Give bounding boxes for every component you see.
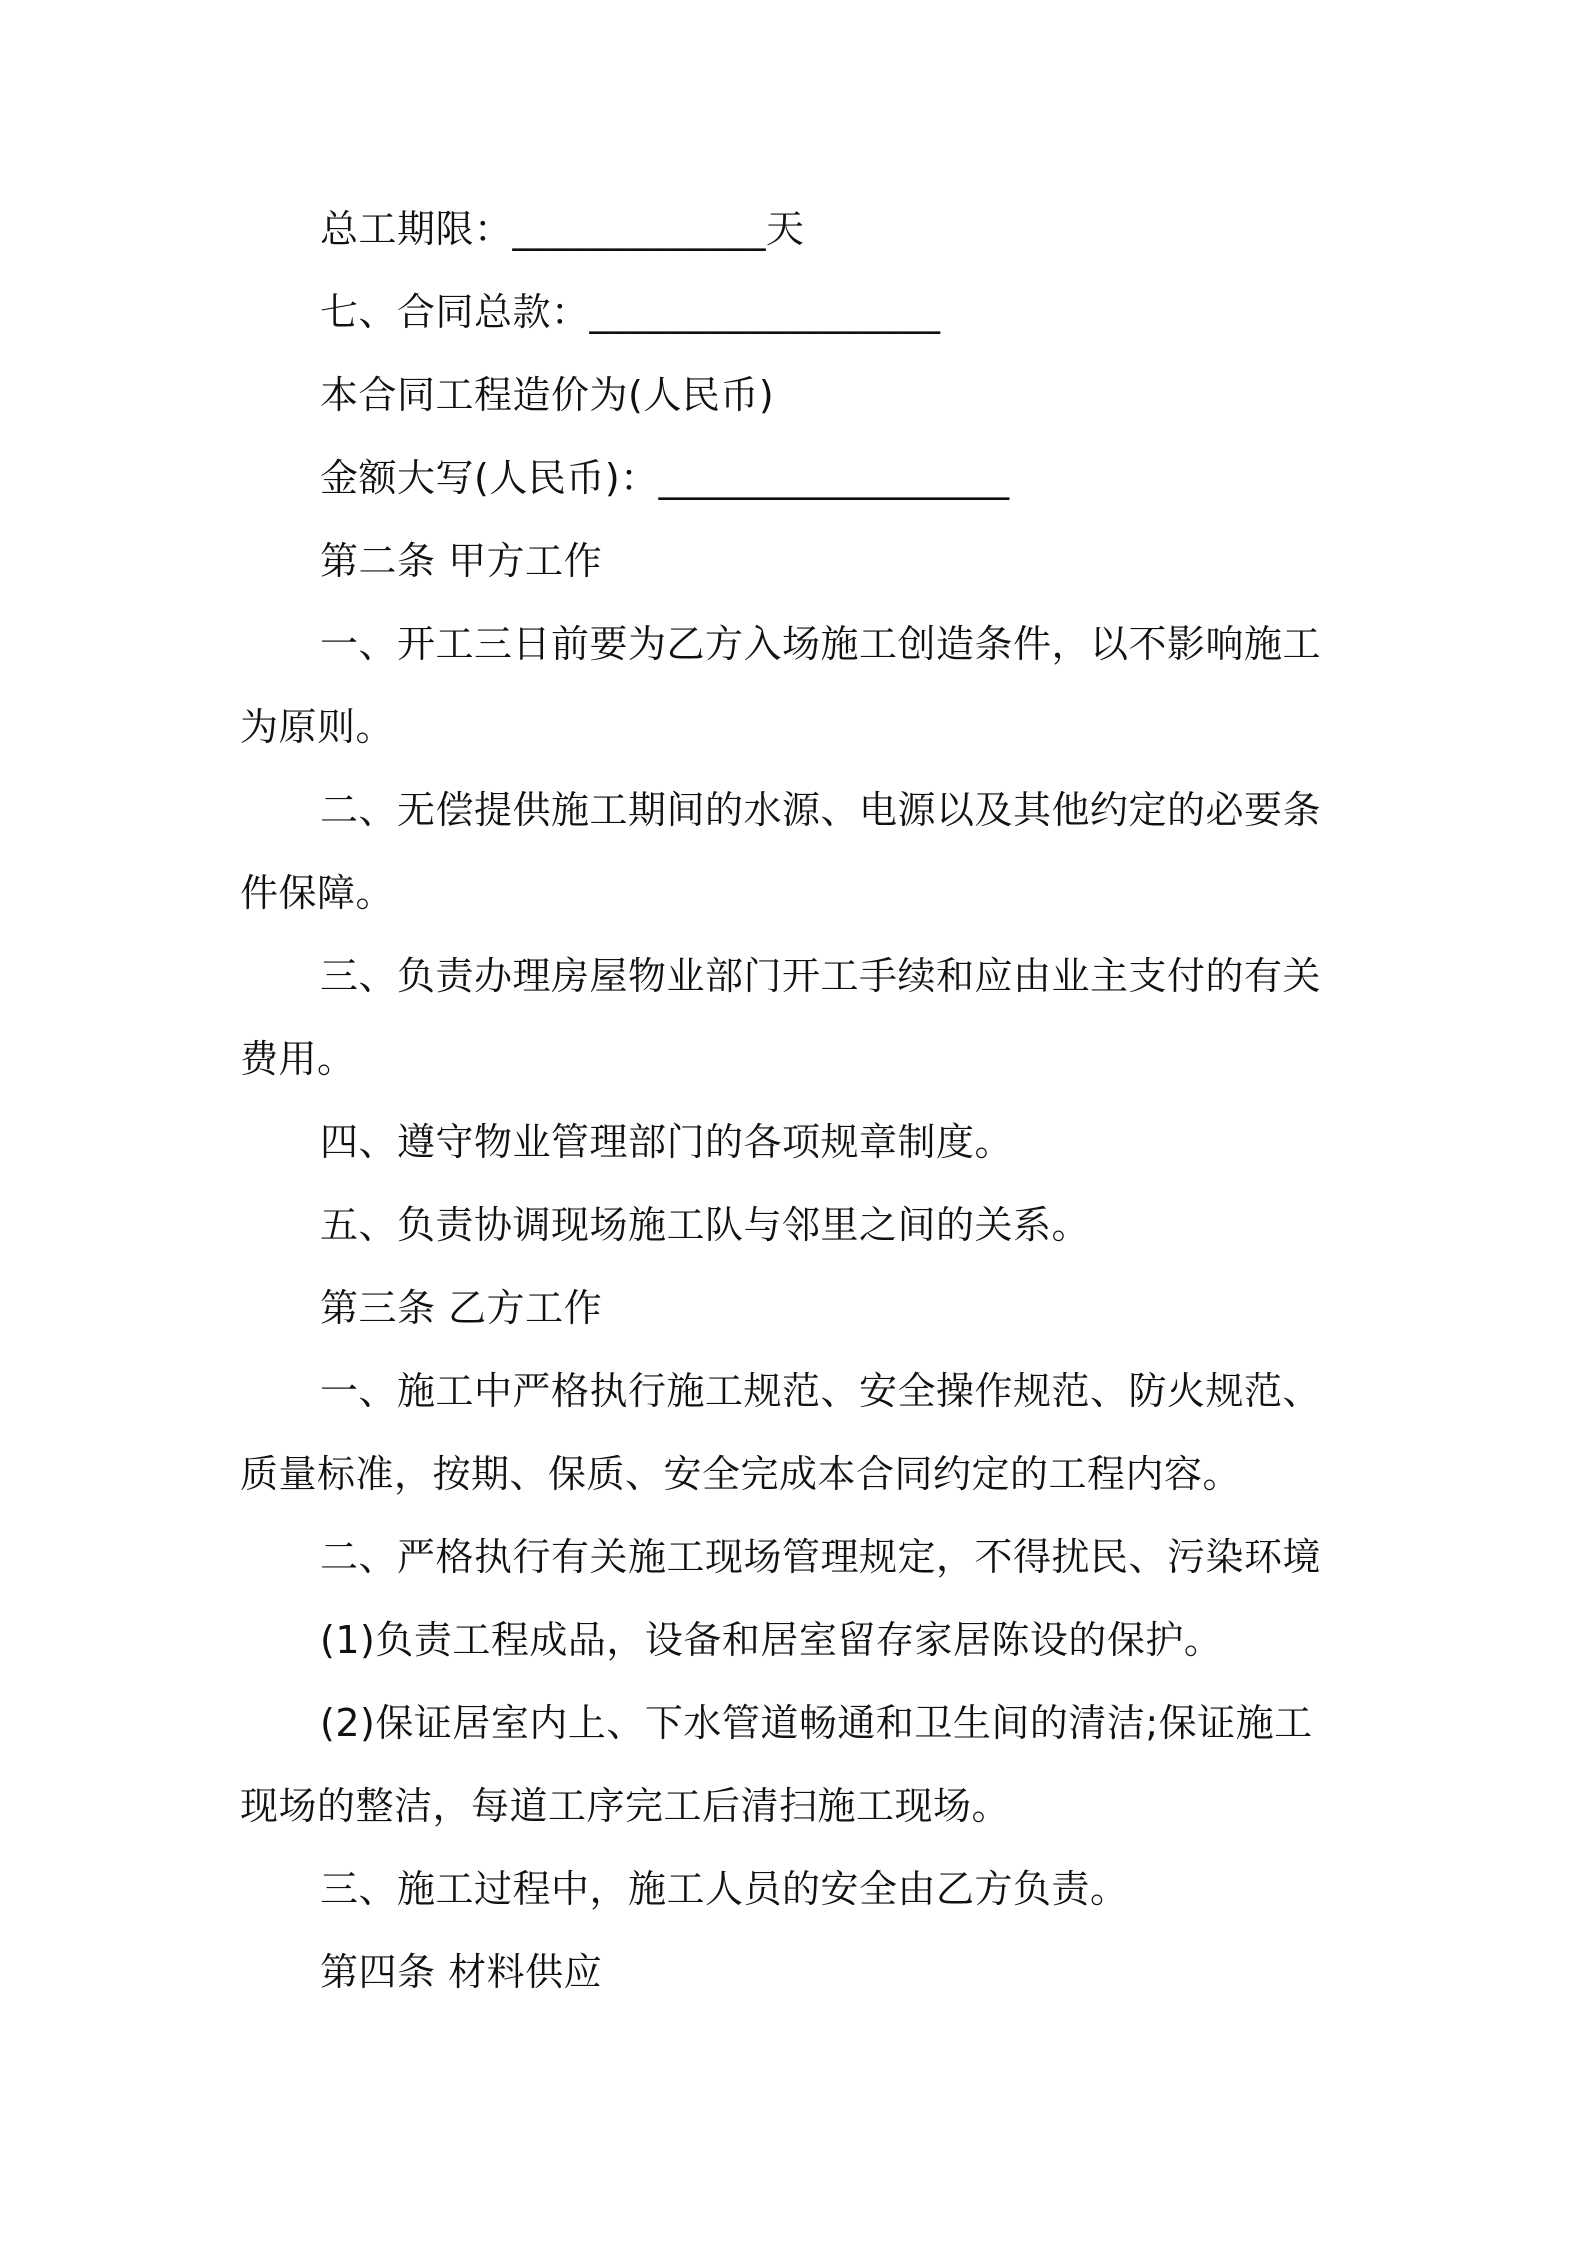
party-a-item-5: 五、负责协调现场施工队与邻里之间的关系。 xyxy=(320,1203,1091,1247)
party-a-item-1-line-2: 为原则。 xyxy=(240,705,395,749)
article-two-heading: 第二条 甲方工作 xyxy=(320,539,603,583)
party-b-item-3: 三、施工过程中，施工人员的安全由乙方负责。 xyxy=(320,1867,1129,1911)
party-b-item-2-sub-1: (1)负责工程成品，设备和居室留存家居陈设的保护。 xyxy=(320,1618,1223,1662)
party-a-item-2-line-2: 件保障。 xyxy=(240,871,395,915)
party-a-item-4: 四、遵守物业管理部门的各项规章制度。 xyxy=(320,1120,1014,1164)
document-body xyxy=(240,188,1360,2014)
party-b-item-2-sub-2-line-1: (2)保证居室内上、下水管道畅通和卫生间的清洁;保证施工 xyxy=(320,1701,1313,1745)
party-b-item-2-sub-2-line-2: 现场的整洁，每道工序完工后清扫施工现场。 xyxy=(240,1784,1011,1828)
party-a-item-3-line-1: 三、负责办理房屋物业部门开工手续和应由业主支付的有关 xyxy=(320,954,1322,998)
article-four-heading: 第四条 材料供应 xyxy=(320,1950,603,1994)
party-b-item-2: 二、严格执行有关施工现场管理规定，不得扰民、污染环境 xyxy=(320,1535,1322,1579)
party-b-item-1-line-1: 一、施工中严格执行施工规范、安全操作规范、防火规范、 xyxy=(320,1369,1322,1413)
party-a-item-2-line-1: 二、无偿提供施工期间的水源、电源以及其他约定的必要条 xyxy=(320,788,1322,832)
contract-total-line: 七、合同总款：__________________ xyxy=(320,290,941,334)
party-b-item-1-line-2: 质量标准，按期、保质、安全完成本合同约定的工程内容。 xyxy=(240,1452,1242,1496)
party-a-item-3-line-2: 费用。 xyxy=(240,1037,356,1081)
amount-in-words-line: 金额大写(人民币)：__________________ xyxy=(320,456,1010,500)
contract-price-line: 本合同工程造价为(人民币) xyxy=(320,373,775,417)
total-duration-line: 总工期限：_____________天 xyxy=(320,207,805,251)
party-a-item-1-line-1: 一、开工三日前要为乙方入场施工创造条件，以不影响施工 xyxy=(320,622,1322,666)
article-three-heading: 第三条 乙方工作 xyxy=(320,1286,603,1330)
